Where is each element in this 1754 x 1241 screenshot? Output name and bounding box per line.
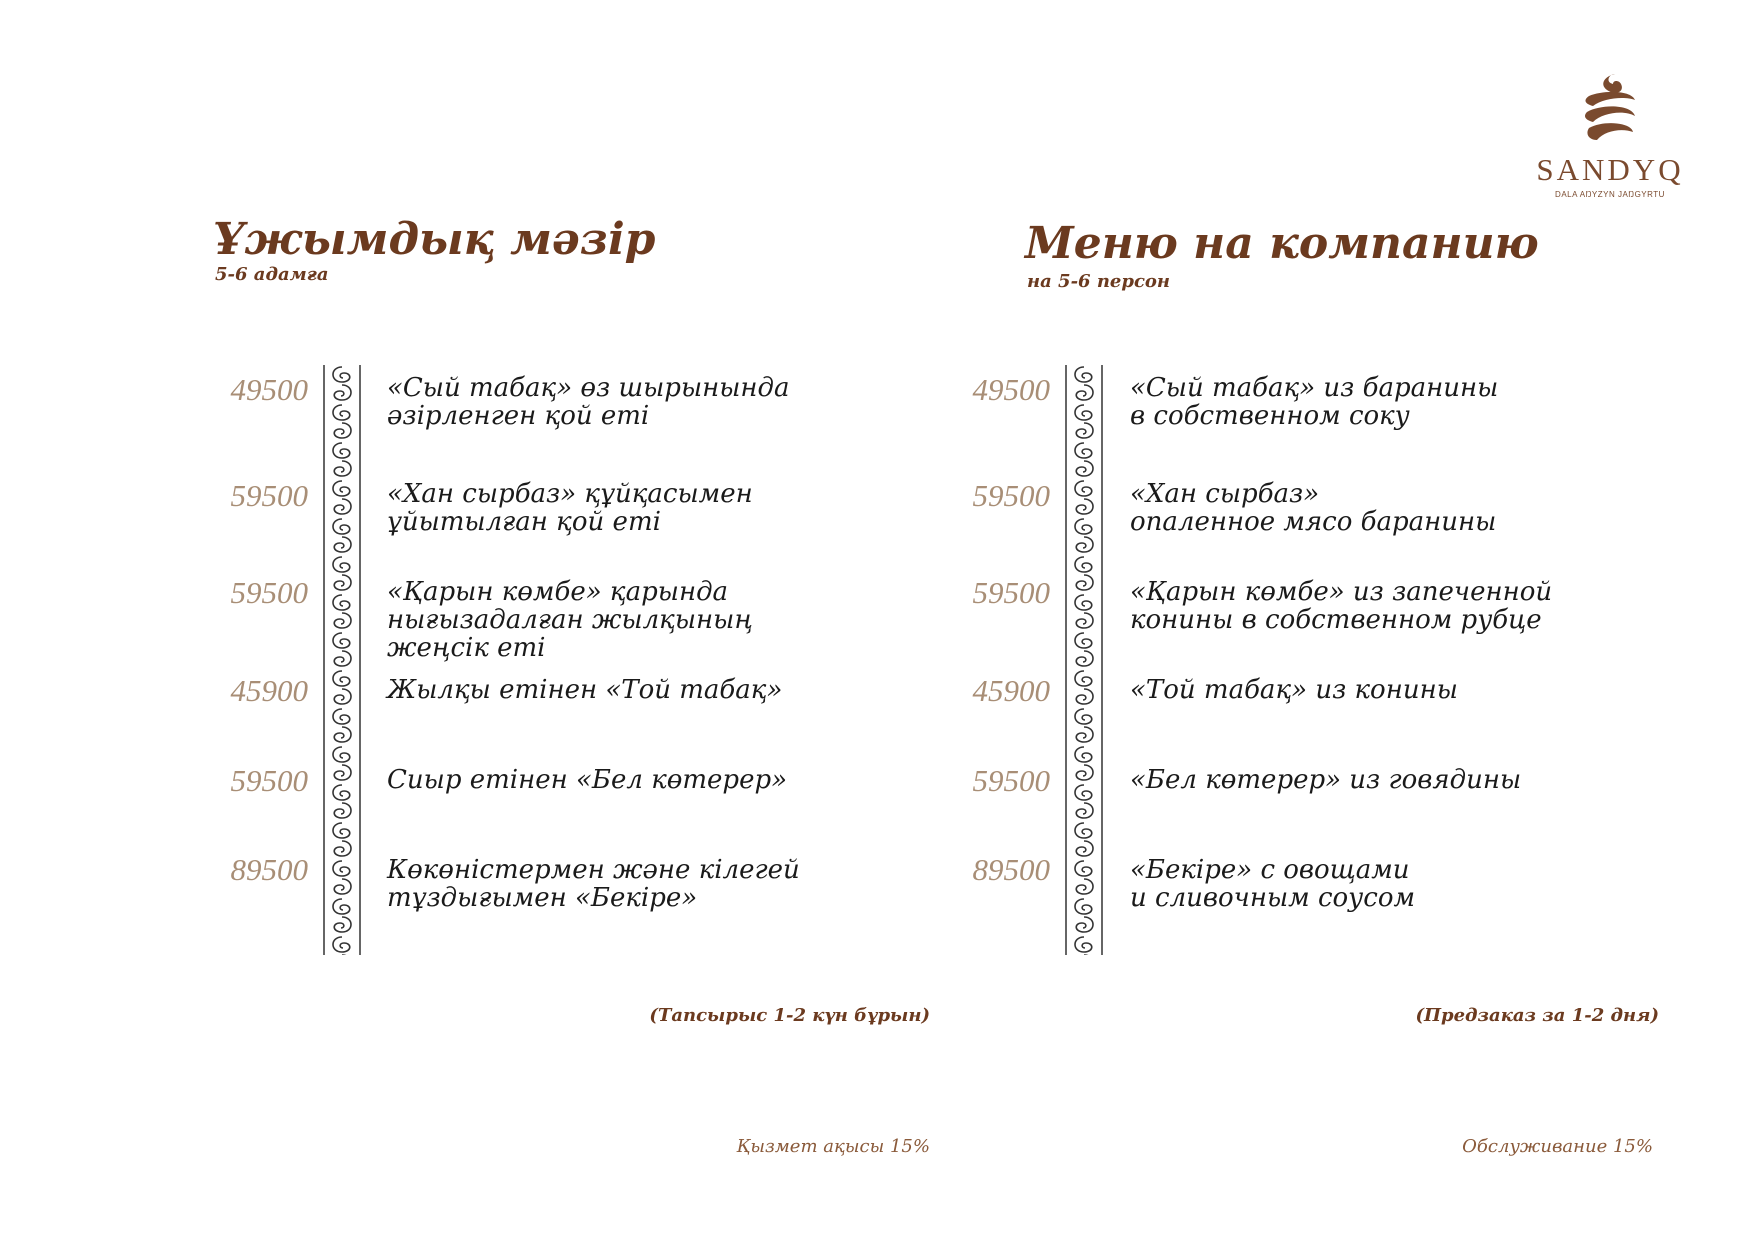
right-subtitle: на 5-6 персон [1027, 271, 1171, 292]
menu-item-name: «Қарын көмбе» қарында нығызадалған жылқының жеңсік еті [387, 577, 753, 663]
menu-item-price: 89500 [972, 852, 1050, 887]
menu-item-name: «Қарын көмбе» из запеченной конины в собственном рубце [1130, 577, 1553, 635]
menu-item-price: 59500 [230, 478, 308, 513]
menu-item-name: «Хан сырбаз» опаленное мясо баранины [1130, 479, 1497, 537]
left-title: Ұжымдық мәзір [213, 214, 656, 265]
scroll-border-ornament-icon [322, 365, 362, 955]
menu-item-price: 59500 [972, 763, 1050, 798]
sandyq-emblem-icon [1575, 70, 1645, 148]
menu-item-name: «Бекіре» с овощами и сливочным соусом [1130, 855, 1416, 913]
brand-tagline: DALA AŊYZYN JAŊGYRTU [1555, 190, 1665, 199]
brand-logo [1520, 70, 1700, 199]
menu-item-name: «Бел көтерер» из говядины [1130, 765, 1522, 795]
brand-name: SANDYQ [1536, 152, 1684, 187]
left-preorder-note: (Тапсырыс 1-2 күн бұрын) [649, 1005, 930, 1026]
menu-item-price: 49500 [972, 372, 1050, 407]
menu-item-price: 49500 [230, 372, 308, 407]
menu-item-price: 45900 [230, 673, 308, 708]
menu-item-name: «Сый табақ» өз шырынында әзірленген қой еті [387, 373, 790, 431]
left-subtitle: 5-6 адамға [215, 264, 329, 285]
menu-item-price: 59500 [230, 575, 308, 610]
right-service-note: Обслуживание 15% [1462, 1136, 1653, 1157]
menu-item-name: «Хан сырбаз» құйқасымен ұйытылған қой еті [387, 479, 753, 537]
menu-item-price: 59500 [972, 478, 1050, 513]
menu-item-name: Сиыр етінен «Бел көтерер» [387, 765, 788, 795]
menu-item-name: «Сый табақ» из баранины в собственном соку [1130, 373, 1499, 431]
scroll-border-ornament-icon [1064, 365, 1104, 955]
left-service-note: Қызмет ақысы 15% [736, 1136, 930, 1157]
menu-item-name: Жылқы етінен «Той табақ» [387, 675, 783, 705]
menu-item-price: 45900 [972, 673, 1050, 708]
menu-item-price: 89500 [230, 852, 308, 887]
right-title: Меню на компанию [1025, 218, 1539, 269]
right-preorder-note: (Предзаказ за 1-2 дня) [1415, 1005, 1659, 1026]
menu-item-name: Көкөністермен және кілегей тұздығымен «Бекіре» [387, 855, 800, 913]
menu-item-price: 59500 [972, 575, 1050, 610]
menu-item-price: 59500 [230, 763, 308, 798]
menu-item-name: «Той табақ» из конины [1130, 675, 1458, 705]
